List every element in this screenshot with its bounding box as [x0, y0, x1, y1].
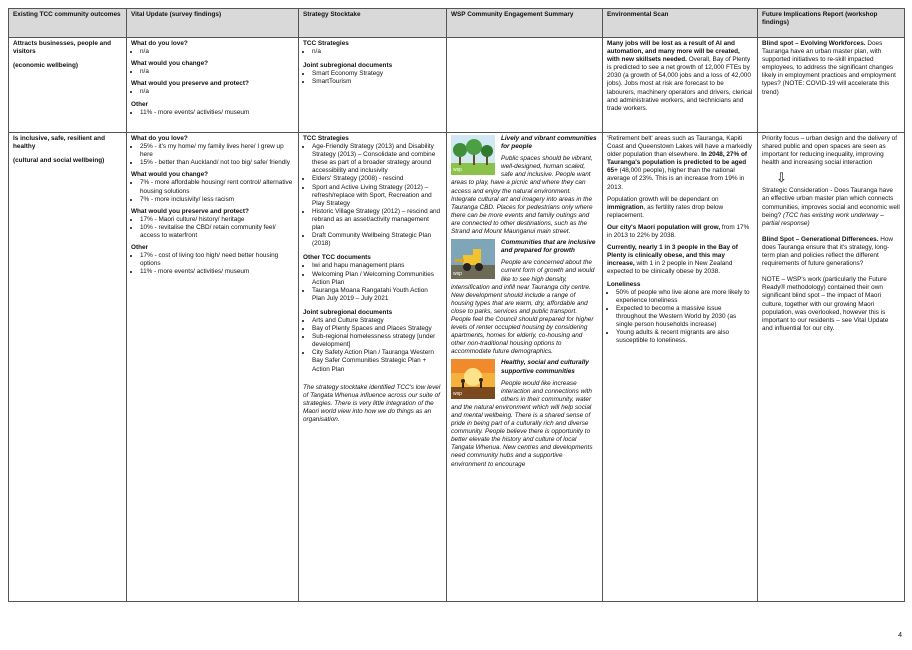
list-item: • 10% - revitalise the CBD/ retain community feel/ access to waterfront [140, 224, 294, 240]
list-item: • Historic Village Strategy (2012) – rescind and rebrand as an asset/activity management plan [312, 208, 442, 232]
question-heading: What would you change? [131, 171, 209, 179]
env-text: Overall, Bay of Plenty is predicted to see a net growth of 12,000 FTEs by 2030 (a growth of 54,000 jobs and a loss of 42,000 jobs). Jobs most at risk are forecast to be labourers, machinery operators and drivers, clerical and administrative workers, and technicians and trade workers. [607, 56, 753, 112]
header-cell: WSP Community Engagement Summary [447, 9, 603, 38]
wsp-section-text: People are concerned about the current form of growth and would like to see high density, intensification and infill near Tauranga city centre. New development should include a range of housing types that are warm, dry, affordable and close to parks, services and public transport. People feel the Council should prepared for higher levels of renter occupied housing by considering apartments, homes for elderly, co-housing and other non-traditional housing options to accommodate future demographics. [451, 259, 595, 356]
header-cell: Vital Update (survey findings) [127, 9, 299, 38]
outcome-title: Is inclusive, safe, resilient and healthy [13, 135, 105, 151]
header-cell: Environmental Scan [603, 9, 758, 38]
outcome-subtitle: (cultural and social wellbeing) [13, 157, 105, 165]
future-paragraph [762, 236, 900, 268]
wsp-badge: wsp [453, 166, 462, 173]
env-text: from 17% in 2013 to 22% by 2038. [607, 223, 750, 240]
list-item: • Iwi and hapu management plans [312, 262, 442, 270]
wsp-section [451, 239, 598, 356]
future-text: Strategic Consideration - Does Tauranga have an effective urban master plan which connects communities, improves social and economic well being? [762, 187, 900, 219]
list-item: • n/a [140, 68, 294, 76]
list-item: • n/a [312, 48, 442, 56]
future-cell [758, 38, 905, 133]
strategy-cell [299, 133, 447, 602]
question-heading: What would you change? [131, 60, 209, 68]
list-item: • Bay of Plenty Spaces and Places Strategy [312, 325, 442, 333]
table-row [9, 38, 905, 133]
header-cell: Existing TCC community outcomes [9, 9, 127, 38]
section-heading: TCC Strategies [303, 135, 349, 142]
strategy-cell [299, 38, 447, 133]
wsp-section [451, 359, 598, 468]
list-item: • City Safety Action Plan / Tauranga Western Bay Safer Communities Strategic Plan + Action Plan [312, 349, 442, 373]
list-item: • Tauranga Moana Rangatahi Youth Action Plan July 2019 – July 2021 [312, 287, 442, 303]
construction-vehicle-icon [451, 239, 495, 279]
question-heading: Other [131, 100, 149, 108]
findings-table [8, 8, 905, 602]
section-heading: Joint subregional documents [303, 62, 393, 70]
wsp-cell [447, 133, 603, 602]
question-heading: Other [131, 244, 149, 252]
vital-cell [127, 133, 299, 602]
vital-cell [127, 38, 299, 133]
env-highlight: Currently, nearly 1 in 3 people in the Bay of Plenty is clinically obese, and this may increase, [607, 244, 738, 268]
wsp-section-title: Communities that are inclusive and prepared for growth [501, 239, 596, 255]
list-item: • 17% - cost of living too high/ need better housing options [140, 252, 294, 268]
env-text: Population growth will be dependant on [607, 195, 719, 203]
wsp-section-text: Public spaces should be vibrant, well-designed, human scaled, safe and inclusive. People want areas to play, have a picnic and where they can access and enjoy the natural environment. Integrate cultural art and imagery into areas in the Tauranga CBD. Places for pedestrians only where there can be more events and family outings and are connected to other destinations, such as the Strand and Mount Maunganui main street. [451, 155, 593, 236]
future-cell [758, 133, 905, 602]
env-text: , as fertility rates drop below replacement. [607, 203, 724, 219]
future-paragraph: NOTE – WSP's work (particularly the Future Ready® methodology) contained their own significant blind spot – the impact of Maori culture, together with our growing Maori population, was overlooked, however this is important to our residents – see Vital Update and influential for our city. [762, 276, 889, 332]
wsp-section [451, 135, 598, 236]
list-item: • 17% - Maori culture/ history/ heritage [140, 216, 294, 224]
wsp-section-text: People would like increase interaction and connections with others in their community, water and the natural environment which will help social and mental wellbeing. There is a shared sense of pride in being part of a culturally rich and diverse community. People believe there is opportunity to better elevate the history and culture of local Tangata Whenua. New centres and developments need community hubs and a supportive environment to encourage [451, 379, 593, 468]
question-heading: What would you preserve and protect? [131, 207, 249, 215]
env-highlight: Many jobs will be lost as a result of AI and automation, and many more will be created, with new skillsets needed. [607, 40, 740, 64]
blind-spot-title: Blind spot – Evolving Workforces. [762, 40, 866, 47]
list-item: • n/a [140, 88, 294, 96]
header-cell: Strategy Stocktake [299, 9, 447, 38]
list-item: • Arts and Culture Strategy [312, 317, 442, 325]
loneliness-heading: Loneliness [607, 280, 641, 288]
table-row [9, 133, 905, 602]
page-number: 4 [898, 632, 902, 639]
header-row [9, 9, 905, 38]
future-paragraph: Priority focus – urban design and the delivery of shared public and open spaces are seen as important for reducing inequality, improving health and increasing social interaction [762, 135, 897, 167]
future-text: Does Tauranga have an urban master plan, with supported initiatives to re-skill impacted employees, to address the significant changes likely in employment practices and employment types? (NOTE: COVID-19 will accelerate this trend) [762, 40, 896, 96]
list-item: • 11% - more events/ activities/ museum [140, 109, 294, 117]
env-paragraph [607, 224, 753, 240]
env-paragraph [607, 244, 753, 276]
future-italic-note: (TCC has existing work underway – partial response) [762, 211, 884, 227]
outcome-cell [9, 38, 127, 133]
env-paragraph [607, 196, 753, 220]
blind-spot-title: Blind Spot – Generational Differences. [762, 235, 879, 243]
list-item: • 7% - more inclusivity/ less racism [140, 196, 294, 204]
env-highlight: immigration [607, 203, 644, 211]
future-text: How does Tauranga ensure that it's strategy, long-term plan and policies reflect the different requirements of future generations? [762, 235, 894, 268]
wsp-badge: wsp [453, 271, 462, 278]
list-item: • SmartTourism [312, 78, 442, 86]
list-item: • Welcoming Plan / Welcoming Communities Action Plan [312, 271, 442, 287]
env-text: 'Retirement belt' areas such as Tauranga, Kapiti Coast and Queenstown Lakes will have a markedly older population than elsewhere. [607, 135, 752, 159]
list-item: • Young adults & recent migrants are also susceptible to loneliness. [616, 329, 753, 345]
list-item: • 11% - more events/ activities/ museum [140, 268, 294, 276]
list-item: • 7% - more affordable housing/ rent control/ alternative housing solutions [140, 179, 294, 195]
section-heading: Joint subregional documents [303, 308, 393, 316]
list-item: • 50% of people who live alone are more likely to experience loneliness [616, 289, 753, 305]
outcome-subtitle: (economic wellbeing) [13, 62, 78, 70]
env-text: with 1 in 2 people in New Zealand expected to be clinically obese by 2038. [607, 260, 733, 276]
list-item: • Draft Community Wellbeing Strategic Plan (2018) [312, 232, 442, 248]
down-arrow-icon: ⇩ [776, 170, 787, 186]
list-item: • 15% - better than Auckland/ not too big/ safe/ friendly [140, 159, 294, 167]
outcome-title: Attracts businesses, people and visitors [13, 40, 112, 56]
wsp-badge: wsp [453, 391, 462, 398]
env-cell [603, 38, 758, 133]
wsp-cell [447, 38, 603, 133]
env-highlight: In 2048, 27% of Tauranga's population is predicted to be aged 65+ [607, 151, 747, 175]
list-item: • Sport and Active Living Strategy (2012) – refresh/replace with Sport, Recreation and Play Strategy [312, 184, 442, 208]
question-heading: What would you preserve and protect? [131, 80, 249, 88]
question-heading: What do you love? [131, 135, 188, 142]
env-cell [603, 133, 758, 602]
question-heading: What do you love? [131, 40, 188, 47]
list-item: • Smart Economy Strategy [312, 70, 442, 78]
outcome-cell [9, 133, 127, 602]
wsp-section-title: Healthy, social and culturally supportive communities [501, 359, 589, 375]
sunset-people-icon [451, 359, 495, 399]
env-highlight: Our city's Maori population will grow, [607, 223, 721, 231]
header-cell: Future Implications Report (workshop findings) [758, 9, 905, 38]
park-trees-icon [451, 135, 495, 175]
env-paragraph [607, 135, 753, 192]
list-item: • 25% - it's my home/ my family lives here/ I grew up here [140, 143, 294, 159]
list-item: • Elders' Strategy (2008) - rescind [312, 175, 442, 183]
list-item: • Age-Friendly Strategy (2013) and Disability Strategy (2013) – Consolidate and combine these as part of a broader strategy around accessibility and inclusivity [312, 143, 442, 175]
env-text: (48,000 people), higher than the national average of 23%. This is an increase from 19% in 2013. [607, 167, 745, 191]
list-item: • n/a [140, 48, 294, 56]
wsp-section-title: Lively and vibrant communities for people [501, 135, 597, 151]
list-item: • Sub-regional homelessness strategy [under development] [312, 333, 442, 349]
section-heading: TCC Strategies [303, 40, 349, 47]
list-item: • Expected to become a massive issue throughout the Western World by 2030 (as single person households increase) [616, 305, 753, 329]
section-heading: Other TCC documents [303, 254, 371, 262]
strategy-note: The strategy stocktake identified TCC's low level of Tangata Whenua influence across our suite of strategies. There is very little integration of the Maori world view into how we do things as an organisation. [303, 383, 441, 423]
future-paragraph [762, 187, 900, 227]
